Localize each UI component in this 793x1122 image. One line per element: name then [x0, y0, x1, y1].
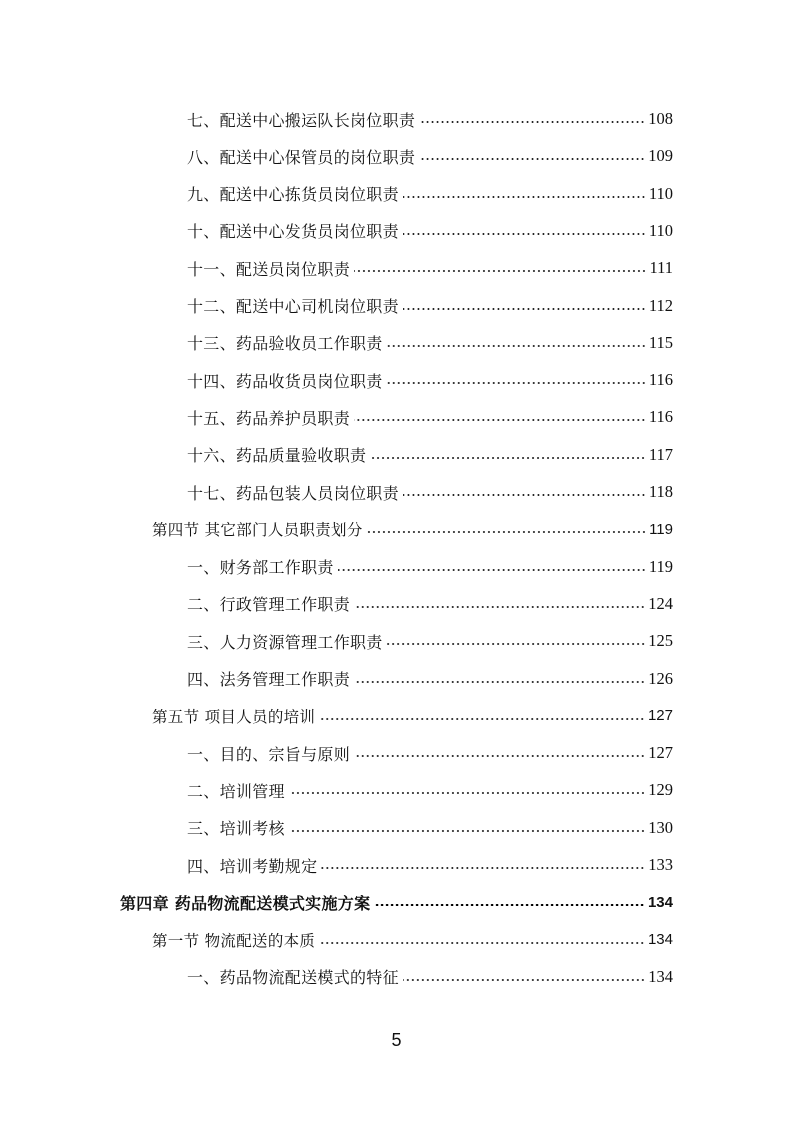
toc-entry[interactable]: [187, 213, 673, 249]
dot-leader: [387, 643, 646, 645]
toc-entry-title: 十五、药品养护员职责: [187, 408, 351, 428]
toc-entry-page: 112: [648, 295, 673, 315]
toc-entry[interactable]: [187, 325, 673, 361]
toc-entry-page: 127: [647, 707, 673, 725]
dot-leader: [321, 867, 645, 869]
toc-entry-title: 二、培训管理: [187, 781, 285, 801]
toc-entry-title: 十七、药品包装人员岗位职责: [187, 483, 399, 503]
toc-entry-page: 116: [648, 407, 673, 427]
toc-entry[interactable]: [187, 138, 673, 174]
toc-entry[interactable]: [187, 623, 673, 659]
toc-entry-page: 110: [648, 220, 673, 240]
dot-leader: [354, 755, 645, 757]
toc-entry-page: 118: [648, 482, 673, 501]
toc-entry-page: 119: [649, 520, 673, 538]
toc-entry-title: 十、配送中心发货员岗位职责: [187, 222, 399, 242]
toc-entry-page: 126: [648, 668, 673, 688]
toc-entry[interactable]: [187, 847, 673, 883]
toc-entry-page: 108: [648, 109, 673, 128]
dot-leader: [387, 345, 646, 347]
dot-leader: [419, 158, 645, 160]
toc-entry[interactable]: [187, 288, 673, 324]
toc-entry-title: 十一、配送员岗位职责: [187, 259, 351, 279]
toc-entry-page: 133: [648, 855, 673, 874]
toc-entry-page: 127: [648, 743, 673, 763]
toc-entry-page: 116: [648, 370, 673, 390]
toc-entry[interactable]: [187, 735, 673, 771]
dot-leader: [403, 233, 646, 235]
dot-leader: [289, 830, 645, 832]
dot-leader: [387, 382, 646, 384]
toc-entry-page: 110: [648, 183, 673, 203]
toc-entry[interactable]: [187, 437, 673, 473]
toc-entry-page: 134: [648, 966, 673, 986]
toc-entry-title: 十四、药品收货员岗位职责: [187, 371, 383, 391]
toc-entry-title: 九、配送中心拣货员岗位职责: [187, 185, 399, 205]
toc-entry[interactable]: [187, 362, 673, 398]
dot-leader: [403, 979, 645, 981]
toc-entry-title: 七、配送中心搬运队长岗位职责: [187, 110, 416, 130]
dot-leader: [354, 606, 645, 608]
toc-entry-page: 134: [647, 893, 673, 911]
dot-leader: [319, 942, 645, 944]
toc-entry-title: 四、法务管理工作职责: [187, 670, 351, 689]
page-number: 5: [391, 1030, 402, 1050]
toc-entry[interactable]: [187, 661, 673, 697]
toc-section-entry[interactable]: [152, 922, 673, 958]
dot-leader: [289, 792, 645, 794]
toc-entry-title: 三、人力资源管理工作职责: [187, 632, 383, 652]
toc-entry[interactable]: [187, 474, 673, 510]
toc-entry-page: 129: [648, 780, 673, 800]
toc-entry-title: 第五节 项目人员的培训: [152, 707, 316, 726]
toc-entry[interactable]: [187, 250, 673, 286]
toc-entry[interactable]: [187, 101, 673, 137]
dot-leader: [403, 196, 646, 198]
toc-entry-title: 八、配送中心保管员的岗位职责: [187, 147, 416, 167]
toc-entry-title: 一、目的、宗旨与原则: [187, 744, 351, 764]
toc-entry-title: 四、培训考勤规定: [187, 856, 318, 876]
toc-entry-title: 十六、药品质量验收职责: [187, 446, 367, 466]
toc-entry-title: 第四章 药品物流配送模式实施方案: [120, 893, 371, 913]
dot-leader: [354, 681, 645, 683]
dot-leader: [370, 457, 646, 459]
toc-entry[interactable]: [187, 176, 673, 212]
toc-entry-title: 一、药品物流配送模式的特征: [187, 968, 399, 988]
dot-leader: [319, 718, 645, 720]
toc-entry-title: 十三、药品验收员工作职责: [187, 334, 383, 354]
dot-leader: [338, 569, 646, 571]
toc-entry-page: 109: [648, 146, 673, 166]
toc-section-entry[interactable]: [152, 698, 673, 734]
toc-entry-title: 三、培训考核: [187, 819, 285, 839]
toc-entry[interactable]: [187, 772, 673, 808]
toc-entry-title: 第一节 物流配送的本质: [152, 931, 316, 950]
toc-entry-page: 130: [648, 817, 673, 837]
toc-entry-page: 124: [648, 593, 673, 613]
dot-leader: [374, 904, 645, 906]
toc-entry-page: 117: [648, 444, 673, 464]
toc-entry-title: 十二、配送中心司机岗位职责: [187, 297, 399, 316]
toc-section-entry[interactable]: [152, 511, 673, 547]
toc-entry[interactable]: [187, 399, 673, 435]
toc-entry[interactable]: [187, 586, 673, 622]
dot-leader: [354, 419, 646, 421]
toc-chapter-entry[interactable]: [120, 884, 673, 920]
toc-entry-page: 125: [648, 631, 673, 651]
toc-entry[interactable]: [187, 810, 673, 846]
toc-entry-page: 111: [649, 258, 673, 278]
toc-entry-page: 134: [647, 931, 673, 949]
dot-leader: [419, 121, 645, 123]
toc-entry[interactable]: [187, 549, 673, 585]
dot-leader: [403, 308, 646, 310]
toc-entry-title: 一、财务部工作职责: [187, 558, 334, 578]
dot-leader: [367, 531, 646, 533]
toc-entry-page: 115: [648, 332, 673, 352]
toc-entry[interactable]: [187, 959, 673, 995]
dot-leader: [354, 270, 646, 272]
dot-leader: [403, 494, 646, 496]
toc-entry-page: 119: [648, 556, 673, 576]
toc-entry-title: 二、行政管理工作职责: [187, 595, 351, 615]
toc-entry-title: 第四节 其它部门人员职责划分: [152, 521, 363, 540]
